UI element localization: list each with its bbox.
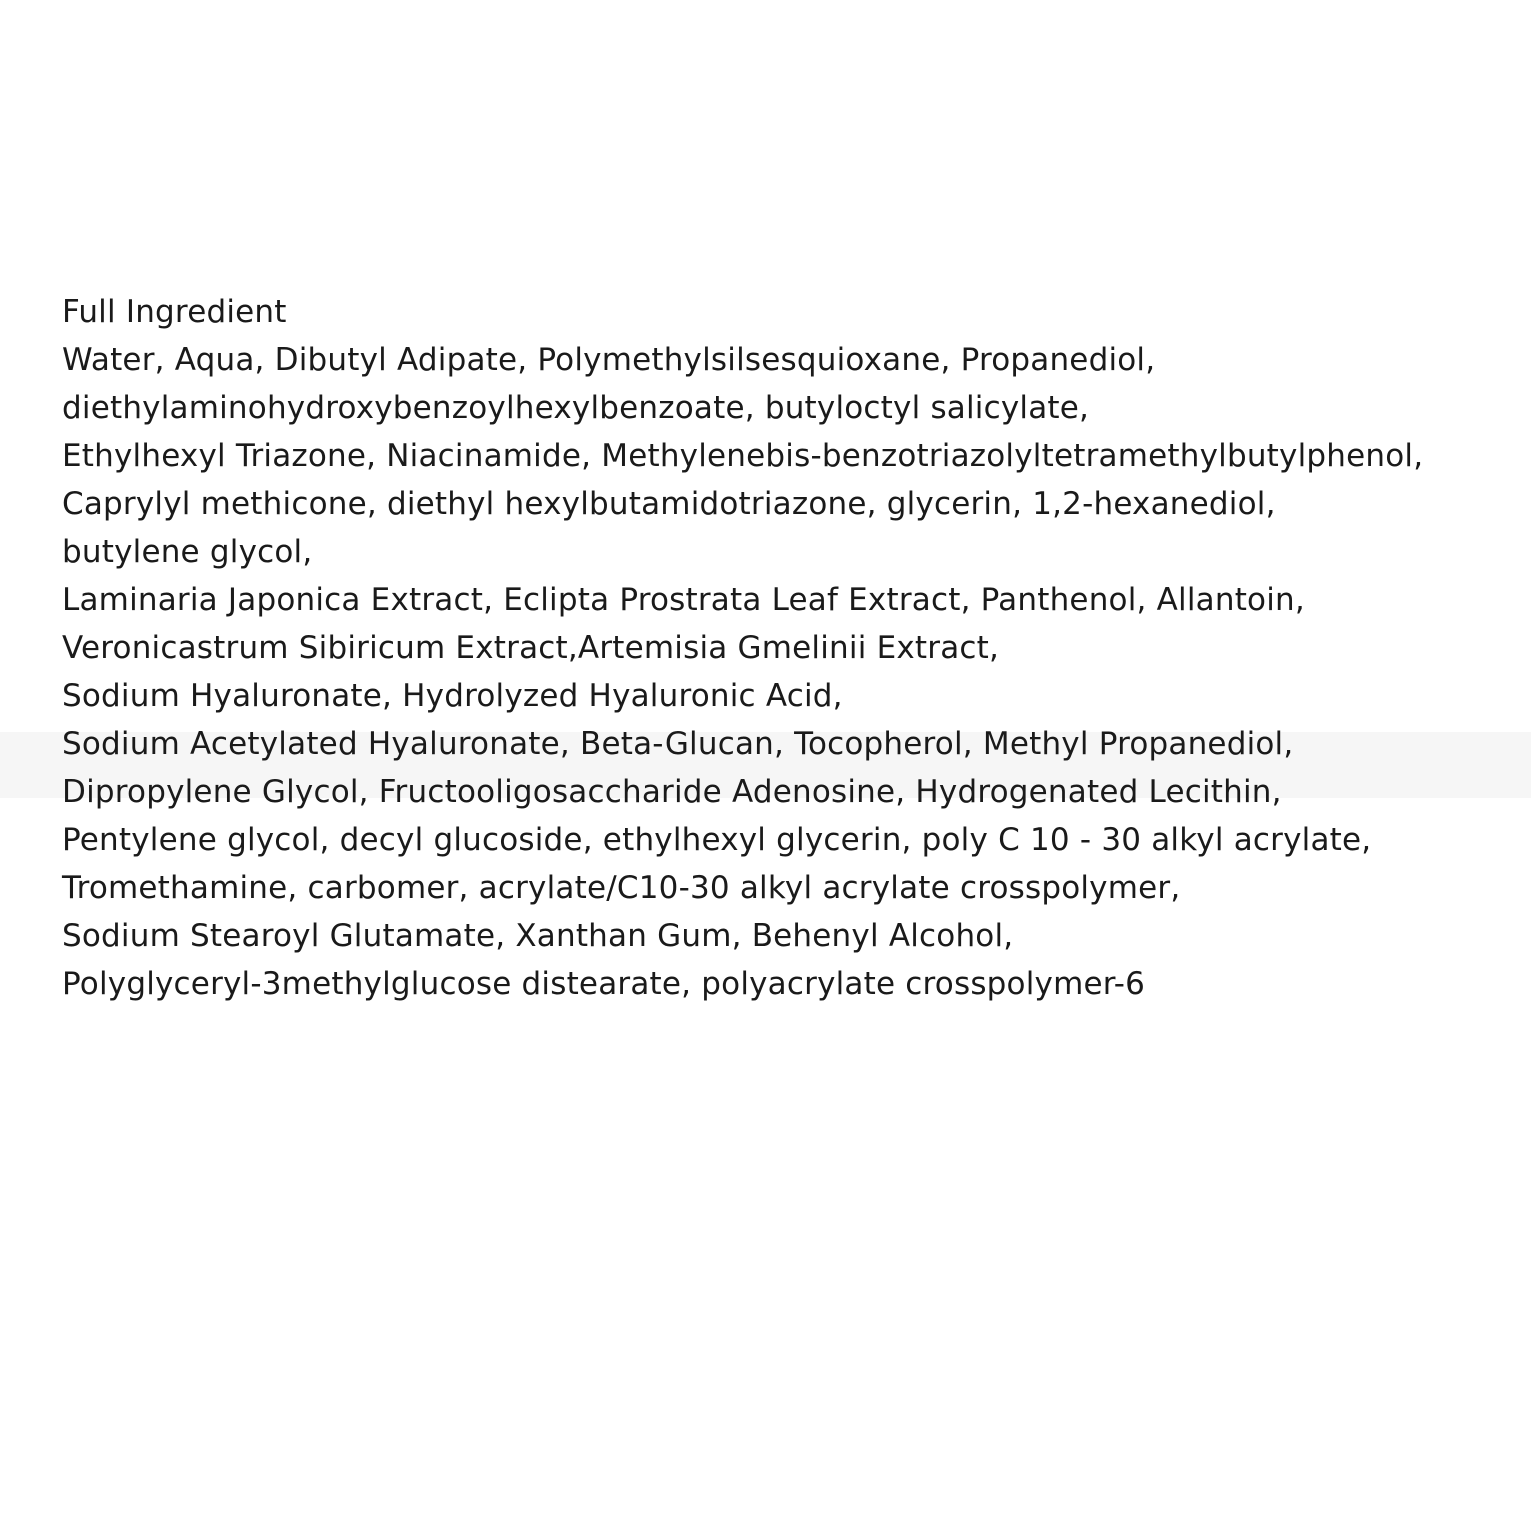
ingredient-line: Pentylene glycol, decyl glucoside, ethylhexyl glycerin, poly C 10 - 30 alkyl acrylate,: [62, 822, 1372, 858]
ingredient-line: Polyglyceryl-3methylglucose distearate, polyacrylate crosspolymer-6: [62, 966, 1146, 1002]
ingredient-line: Sodium Stearoyl Glutamate, Xanthan Gum, Behenyl Alcohol,: [62, 918, 1014, 954]
ingredient-line: Tromethamine, carbomer, acrylate/C10-30 alkyl acrylate crosspolymer,: [62, 870, 1181, 906]
ingredient-line: diethylaminohydroxybenzoylhexylbenzoate, butyloctyl salicylate,: [62, 390, 1090, 426]
ingredient-line: Veronicastrum Sibiricum Extract,Artemisia Gmelinii Extract,: [62, 630, 1000, 666]
ingredient-heading: Full Ingredient: [62, 294, 287, 330]
ingredient-line: butylene glycol,: [62, 534, 313, 570]
ingredient-line: Caprylyl methicone, diethyl hexylbutamidotriazone, glycerin, 1,2-hexanediol,: [62, 486, 1276, 522]
ingredient-list: [62, 288, 1522, 1008]
ingredient-line: Dipropylene Glycol, Fructooligosaccharide Adenosine, Hydrogenated Lecithin,: [62, 774, 1282, 810]
ingredient-line: Sodium Hyaluronate, Hydrolyzed Hyaluronic Acid,: [62, 678, 843, 714]
ingredient-line: Ethylhexyl Triazone, Niacinamide, Methylenebis-benzotriazolyltetramethylbutylphenol,: [62, 438, 1424, 474]
ingredient-line: Water, Aqua, Dibutyl Adipate, Polymethylsilsesquioxane, Propanediol,: [62, 342, 1156, 378]
ingredient-line: Laminaria Japonica Extract, Eclipta Prostrata Leaf Extract, Panthenol, Allantoin,: [62, 582, 1305, 618]
ingredient-line: Sodium Acetylated Hyaluronate, Beta-Glucan, Tocopherol, Methyl Propanediol,: [62, 726, 1294, 762]
